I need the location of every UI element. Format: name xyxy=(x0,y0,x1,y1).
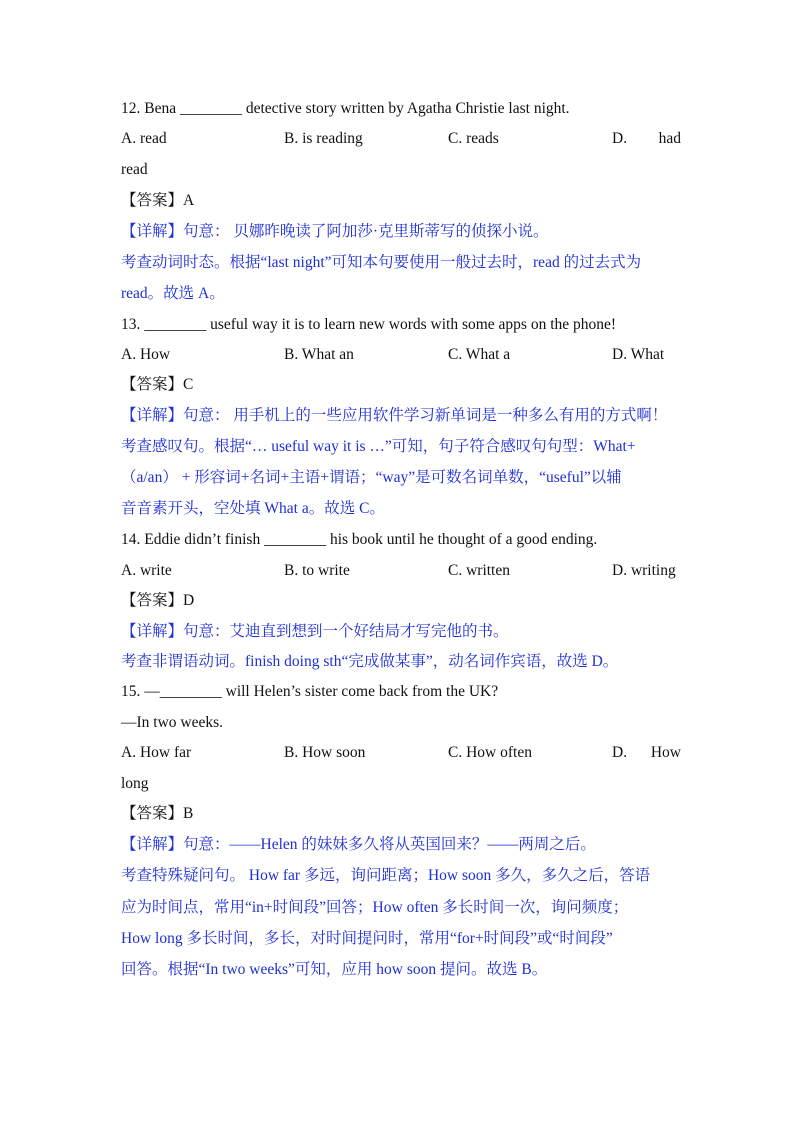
question-15-reply: —In two weeks. xyxy=(121,714,224,731)
question-15-stem: 15. —________ will Helen’s sister come back from the UK? xyxy=(121,683,499,700)
option-b: B. is reading xyxy=(284,130,363,147)
option-c: C. How often xyxy=(448,744,532,761)
explanation-12-line-3: read。故选 A。 xyxy=(121,285,225,302)
explanation-13-line-4: 音音素开头，空处填 What a。故选 C。 xyxy=(121,500,385,517)
option-c: C. written xyxy=(448,562,510,579)
option-d-text: How xyxy=(650,744,681,761)
explanation-14-line-2: 考查非谓语动词。finish doing sth“完成做某事”，动名词作宾语，故选 D。 xyxy=(121,653,619,670)
answer-13: 【答案】C xyxy=(121,376,194,393)
option-d: D. writing xyxy=(612,562,676,579)
option-d xyxy=(612,129,681,149)
option-d-continuation: read xyxy=(121,161,148,178)
explanation-12-line-2: 考查动词时态。根据“last night”可知本句要使用一般过去时，read 的过去式为 xyxy=(121,254,642,271)
answer-14: 【答案】D xyxy=(121,592,195,609)
option-a: A. How xyxy=(121,346,171,363)
explanation-13-line-1: 【详解】句意： 用手机上的一些应用软件学习新单词是一种多么有用的方式啊！ xyxy=(121,407,668,424)
explanation-15-line-4: How long 多长时间，多长，对时间提问时，常用“for+时间段”或“时间段” xyxy=(121,930,613,947)
explanation-13-line-3: （a/an） + 形容词+名词+主语+谓语；“way”是可数名词单数，“useful”以辅 xyxy=(121,469,622,486)
option-d xyxy=(612,743,681,763)
question-13-stem: 13. ________ useful way it is to learn new words with some apps on the phone! xyxy=(121,316,617,333)
option-c: C. What a xyxy=(448,346,511,363)
option-d-letter: D. xyxy=(612,130,628,147)
option-a: A. read xyxy=(121,130,167,147)
answer-15: 【答案】B xyxy=(121,805,194,822)
option-d-letter: D. xyxy=(612,744,628,761)
option-a: A. How far xyxy=(121,744,192,761)
option-d-continuation: long xyxy=(121,775,149,792)
explanation-14-line-1: 【详解】句意：艾迪直到想到一个好结局才写完他的书。 xyxy=(121,623,509,640)
option-b: B. to write xyxy=(284,562,350,579)
explanation-13-line-2: 考查感叹句。根据“… useful way it is …”可知，句子符合感叹句句型：What+ xyxy=(121,438,636,455)
explanation-15-line-3: 应为时间点，常用“in+时间段”回答；How often 多长时间一次，询问频度； xyxy=(121,899,629,916)
option-b: B. How soon xyxy=(284,744,366,761)
explanation-15-line-2: 考查特殊疑问句。 How far 多远，询问距离；How soon 多久，多久之后，答语 xyxy=(121,867,651,884)
option-d-text: had xyxy=(658,130,681,147)
answer-12: 【答案】A xyxy=(121,192,195,209)
question-12-stem: 12. Bena ________ detective story written by Agatha Christie last night. xyxy=(121,100,570,117)
option-a: A. write xyxy=(121,562,172,579)
question-14-stem: 14. Eddie didn’t finish ________ his book until he thought of a good ending. xyxy=(121,531,598,548)
option-c: C. reads xyxy=(448,130,499,147)
option-d: D. What xyxy=(612,346,665,363)
explanation-15-line-5: 回答。根据“In two weeks”可知，应用 how soon 提问。故选 B。 xyxy=(121,961,548,978)
explanation-15-line-1: 【详解】句意：——Helen 的妹妹多久将从英国回来？——两周之后。 xyxy=(121,836,596,853)
option-b: B. What an xyxy=(284,346,354,363)
explanation-12-line-1: 【详解】句意： 贝娜昨晚读了阿加莎·克里斯蒂写的侦探小说。 xyxy=(121,223,549,240)
